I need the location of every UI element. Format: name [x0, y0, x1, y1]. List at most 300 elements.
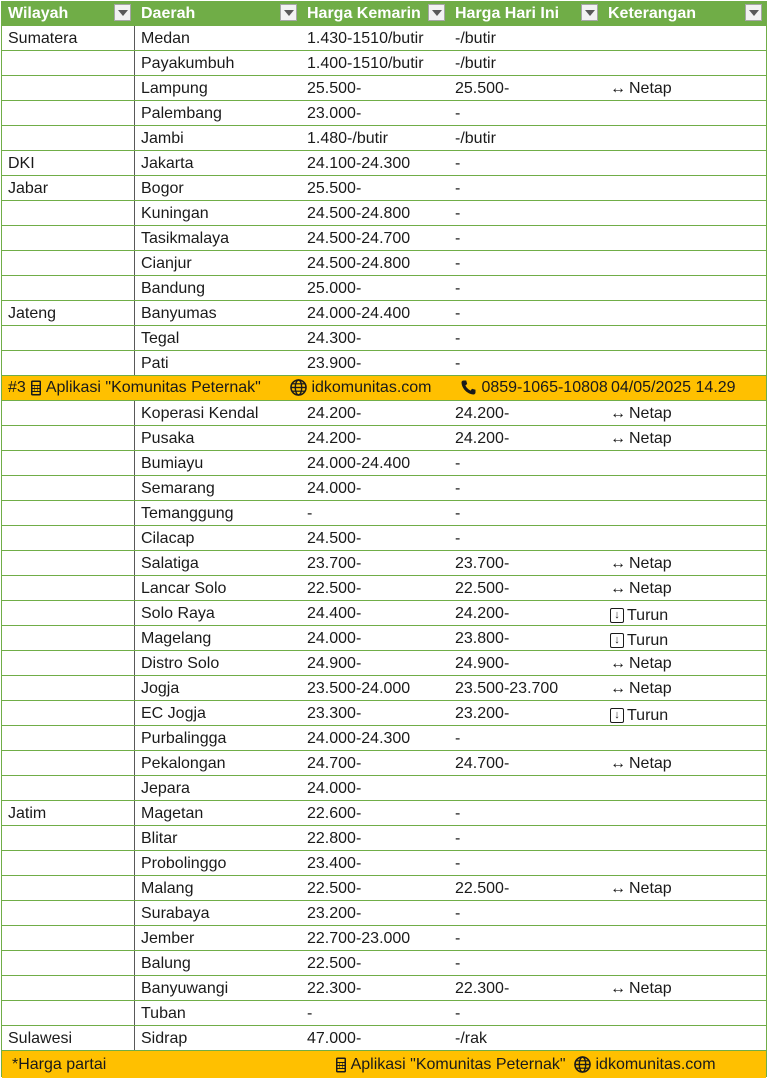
cell-wilayah[interactable]: DKI	[2, 151, 135, 175]
cell-keterangan[interactable]	[602, 126, 766, 150]
cell-harga-hari-ini[interactable]: -	[455, 1005, 461, 1022]
cell-daerah[interactable]: Lampung	[141, 80, 208, 97]
table-row	[2, 26, 766, 51]
table-body-top	[2, 26, 766, 376]
cell-harga-kemarin[interactable]: 23.900-	[307, 355, 362, 372]
cell-daerah[interactable]: Jogja	[141, 680, 180, 697]
cell-harga-hari-ini[interactable]: -	[455, 105, 461, 122]
table-row	[2, 601, 766, 626]
cell-harga-hari-ini[interactable]: -/butir	[455, 130, 496, 147]
cell-harga-kemarin[interactable]: 22.500-	[307, 880, 362, 897]
cell-daerah[interactable]: Jambi	[141, 130, 184, 147]
cell-daerah[interactable]: Purbalingga	[141, 730, 227, 747]
cell-keterangan[interactable]	[602, 201, 766, 225]
footer-app: Aplikasi "Komunitas Peternak"	[350, 1056, 566, 1073]
cell-keterangan[interactable]	[602, 926, 766, 950]
cell-wilayah[interactable]	[2, 651, 135, 675]
cell-harga-hari-ini[interactable]: 24.900-	[455, 655, 510, 672]
cell-daerah[interactable]: Banyuwangi	[141, 980, 229, 997]
cell-keterangan[interactable]	[602, 876, 766, 900]
cell-wilayah[interactable]	[2, 351, 135, 375]
keterangan-status	[610, 976, 672, 1000]
cell-harga-hari-ini[interactable]: 24.200-	[455, 605, 510, 622]
cell-wilayah[interactable]	[2, 51, 135, 75]
cell-harga-hari-ini[interactable]: -	[455, 230, 461, 247]
cell-daerah[interactable]: Tasikmalaya	[141, 230, 230, 247]
cell-harga-hari-ini[interactable]: -	[455, 905, 461, 922]
table-row	[2, 126, 766, 151]
cell-keterangan[interactable]	[602, 276, 766, 300]
keterangan-label: Netap	[629, 405, 672, 422]
cell-daerah[interactable]: Cianjur	[141, 255, 192, 272]
table-row	[2, 526, 766, 551]
cell-keterangan[interactable]	[602, 676, 766, 700]
cell-daerah[interactable]: Temanggung	[141, 505, 234, 522]
cell-harga-hari-ini[interactable]: 23.800-	[455, 630, 510, 647]
filter-dropdown-icon[interactable]	[280, 4, 297, 21]
cell-harga-kemarin[interactable]: 22.700-23.000	[307, 930, 411, 947]
cell-harga-kemarin[interactable]: 25.500-	[307, 80, 362, 97]
cell-keterangan[interactable]	[602, 976, 766, 1000]
cell-harga-kemarin[interactable]: 22.500-	[307, 580, 362, 597]
cell-harga-kemarin[interactable]: 23.700-	[307, 555, 362, 572]
cell-harga-hari-ini[interactable]: -/butir	[455, 30, 496, 47]
globe-icon	[574, 1056, 591, 1073]
cell-harga-kemarin[interactable]: 1.430-1510/butir	[307, 30, 424, 47]
cell-harga-kemarin[interactable]: 25.000-	[307, 280, 362, 297]
cell-keterangan[interactable]	[602, 526, 766, 550]
banner-phone[interactable]: 0859-1065-10808	[481, 379, 608, 396]
cell-keterangan[interactable]	[602, 601, 766, 625]
cell-harga-kemarin[interactable]: 24.000-	[307, 780, 362, 797]
table-row	[2, 776, 766, 801]
cell-harga-kemarin[interactable]: 24.000-	[307, 630, 362, 647]
cell-wilayah[interactable]	[2, 501, 135, 525]
cell-harga-kemarin[interactable]: 24.200-	[307, 430, 362, 447]
cell-keterangan[interactable]	[602, 51, 766, 75]
cell-harga-hari-ini[interactable]: -	[455, 730, 461, 747]
cell-harga-kemarin[interactable]: 24.000-	[307, 480, 362, 497]
cell-harga-kemarin[interactable]: 22.600-	[307, 805, 362, 822]
cell-harga-hari-ini[interactable]: 23.200-	[455, 705, 510, 722]
cell-daerah[interactable]: Malang	[141, 880, 194, 897]
footer-site[interactable]: idkomunitas.com	[595, 1056, 716, 1073]
cell-wilayah[interactable]	[2, 926, 135, 950]
cell-harga-kemarin[interactable]: 22.800-	[307, 830, 362, 847]
cell-daerah[interactable]: Bumiayu	[141, 455, 204, 472]
keterangan-label: Netap	[629, 755, 672, 772]
cell-harga-kemarin[interactable]: 47.000-	[307, 1030, 362, 1047]
left-right-arrow-icon: ↔	[610, 680, 626, 697]
table-row	[2, 576, 766, 601]
table-row	[2, 351, 766, 376]
keterangan-label: Turun	[627, 632, 669, 649]
cell-daerah[interactable]: Lancar Solo	[141, 580, 227, 597]
table-row	[2, 1001, 766, 1026]
filter-dropdown-icon[interactable]	[114, 4, 131, 21]
cell-daerah[interactable]: Blitar	[141, 830, 178, 847]
cell-daerah[interactable]: Jember	[141, 930, 195, 947]
cell-wilayah[interactable]	[2, 476, 135, 500]
cell-wilayah[interactable]	[2, 726, 135, 750]
cell-harga-kemarin[interactable]: 24.700-	[307, 755, 362, 772]
table-row	[2, 226, 766, 251]
table-row	[2, 676, 766, 701]
cell-keterangan[interactable]	[602, 176, 766, 200]
cell-harga-hari-ini[interactable]: -	[455, 330, 461, 347]
cell-harga-kemarin[interactable]: 24.500-24.700	[307, 230, 411, 247]
spreadsheet	[1, 1, 767, 1077]
cell-keterangan[interactable]	[602, 1026, 766, 1050]
keterangan-status	[610, 426, 672, 450]
mobile-phone-icon	[335, 1057, 347, 1073]
table-row	[2, 851, 766, 876]
cell-keterangan[interactable]	[602, 551, 766, 575]
cell-daerah[interactable]: Tuban	[141, 1005, 186, 1022]
cell-wilayah[interactable]	[2, 101, 135, 125]
cell-harga-hari-ini[interactable]: -	[455, 205, 461, 222]
cell-harga-hari-ini[interactable]: -	[455, 830, 461, 847]
cell-keterangan[interactable]	[602, 501, 766, 525]
table-row	[2, 726, 766, 751]
cell-harga-hari-ini[interactable]: 23.500-23.700	[455, 680, 559, 697]
cell-keterangan[interactable]	[602, 326, 766, 350]
keterangan-status	[610, 401, 672, 425]
cell-daerah[interactable]: Pekalongan	[141, 755, 226, 772]
cell-keterangan[interactable]	[602, 576, 766, 600]
cell-keterangan[interactable]	[602, 301, 766, 325]
cell-wilayah[interactable]	[2, 976, 135, 1000]
cell-harga-hari-ini[interactable]: -/butir	[455, 55, 496, 72]
keterangan-status	[610, 751, 672, 775]
cell-harga-hari-ini[interactable]: -	[455, 155, 461, 172]
keterangan-status	[610, 551, 672, 575]
globe-icon	[290, 379, 307, 396]
keterangan-label: Netap	[629, 880, 672, 897]
cell-wilayah[interactable]	[2, 1001, 135, 1025]
keterangan-status	[610, 676, 672, 700]
cell-wilayah[interactable]	[2, 951, 135, 975]
cell-daerah[interactable]: Jakarta	[141, 155, 194, 172]
cell-keterangan[interactable]	[602, 726, 766, 750]
header-harga-hari-ini-label: Harga Hari Ini	[455, 5, 560, 22]
cell-keterangan[interactable]	[602, 401, 766, 425]
left-right-arrow-icon: ↔	[610, 80, 626, 97]
cell-wilayah[interactable]	[2, 326, 135, 350]
cell-wilayah[interactable]	[2, 276, 135, 300]
cell-daerah[interactable]: Magelang	[141, 630, 212, 647]
cell-harga-kemarin[interactable]: 25.500-	[307, 180, 362, 197]
keterangan-label: Netap	[629, 655, 672, 672]
cell-daerah[interactable]: Payakumbuh	[141, 55, 235, 72]
cell-wilayah[interactable]	[2, 226, 135, 250]
keterangan-label: Netap	[629, 680, 672, 697]
banner-site[interactable]: idkomunitas.com	[311, 379, 432, 396]
cell-keterangan[interactable]	[602, 951, 766, 975]
table-row	[2, 551, 766, 576]
cell-wilayah[interactable]	[2, 76, 135, 100]
cell-harga-hari-ini[interactable]: 22.500-	[455, 580, 510, 597]
cell-harga-hari-ini[interactable]: -	[455, 855, 461, 872]
cell-keterangan[interactable]	[602, 351, 766, 375]
table-row	[2, 651, 766, 676]
cell-wilayah[interactable]	[2, 676, 135, 700]
cell-daerah[interactable]: Semarang	[141, 480, 215, 497]
table-row	[2, 976, 766, 1001]
cell-wilayah[interactable]	[2, 201, 135, 225]
cell-keterangan[interactable]	[602, 451, 766, 475]
cell-harga-kemarin[interactable]: 1.400-1510/butir	[307, 55, 424, 72]
cell-daerah[interactable]: Pusaka	[141, 430, 195, 447]
cell-daerah[interactable]: Kuningan	[141, 205, 209, 222]
cell-harga-kemarin[interactable]: 24.100-24.300	[307, 155, 411, 172]
left-right-arrow-icon: ↔	[610, 405, 626, 422]
table-row	[2, 801, 766, 826]
keterangan-label: Netap	[629, 80, 672, 97]
cell-daerah[interactable]: Cilacap	[141, 530, 195, 547]
cell-harga-hari-ini[interactable]: -	[455, 305, 461, 322]
cell-keterangan[interactable]	[602, 76, 766, 100]
footer-bar	[2, 1051, 766, 1078]
cell-daerah[interactable]: Bandung	[141, 280, 206, 297]
table-row	[2, 326, 766, 351]
cell-harga-kemarin[interactable]: 24.000-24.400	[307, 455, 411, 472]
cell-harga-kemarin[interactable]: 24.400-	[307, 605, 362, 622]
keterangan-status	[610, 603, 668, 625]
cell-wilayah[interactable]	[2, 251, 135, 275]
promo-banner	[2, 376, 766, 401]
banner-datetime: 04/05/2025 14.29	[611, 379, 736, 396]
header-daerah-label: Daerah	[141, 5, 196, 22]
cell-keterangan[interactable]	[602, 851, 766, 875]
keterangan-status	[610, 576, 672, 600]
footer-right	[335, 1051, 716, 1078]
cell-daerah[interactable]: Medan	[141, 30, 190, 47]
table-row	[2, 476, 766, 501]
cell-wilayah[interactable]	[2, 426, 135, 450]
cell-wilayah[interactable]	[2, 901, 135, 925]
cell-harga-hari-ini[interactable]: -	[455, 480, 461, 497]
cell-keterangan[interactable]	[602, 751, 766, 775]
table-row	[2, 201, 766, 226]
table-body-bottom	[2, 401, 766, 1051]
cell-harga-hari-ini[interactable]	[449, 776, 602, 800]
cell-keterangan[interactable]	[602, 701, 766, 725]
cell-keterangan[interactable]	[602, 776, 766, 800]
table-row	[2, 276, 766, 301]
header-row	[2, 1, 766, 26]
cell-harga-kemarin[interactable]: 22.500-	[307, 955, 362, 972]
table-row	[2, 1026, 766, 1051]
cell-wilayah[interactable]	[2, 401, 135, 425]
cell-harga-kemarin[interactable]: 24.200-	[307, 405, 362, 422]
filter-dropdown-icon[interactable]	[745, 4, 762, 21]
cell-keterangan[interactable]	[602, 801, 766, 825]
cell-harga-kemarin[interactable]: -	[307, 1005, 313, 1022]
cell-harga-hari-ini[interactable]: 24.200-	[455, 430, 510, 447]
keterangan-status	[610, 876, 672, 900]
cell-wilayah[interactable]	[2, 451, 135, 475]
cell-harga-hari-ini[interactable]: 25.500-	[455, 80, 510, 97]
table-row	[2, 101, 766, 126]
cell-harga-hari-ini[interactable]: -	[455, 180, 461, 197]
cell-daerah[interactable]: Balung	[141, 955, 191, 972]
cell-harga-hari-ini[interactable]: -/rak	[455, 1030, 487, 1047]
cell-keterangan[interactable]	[602, 251, 766, 275]
table-row	[2, 501, 766, 526]
cell-harga-kemarin[interactable]: 23.000-	[307, 105, 362, 122]
mobile-phone-icon	[30, 380, 42, 396]
cell-harga-kemarin[interactable]: 24.500-24.800	[307, 205, 411, 222]
table-row	[2, 901, 766, 926]
table-row	[2, 76, 766, 101]
table-row	[2, 951, 766, 976]
cell-daerah[interactable]: Tegal	[141, 330, 180, 347]
cell-harga-hari-ini[interactable]: -	[455, 355, 461, 372]
table-row	[2, 426, 766, 451]
cell-harga-hari-ini[interactable]: -	[455, 930, 461, 947]
cell-keterangan[interactable]	[602, 226, 766, 250]
cell-wilayah[interactable]	[2, 876, 135, 900]
table-row	[2, 826, 766, 851]
left-right-arrow-icon: ↔	[610, 580, 626, 597]
banner-app: Aplikasi "Komunitas Peternak"	[45, 379, 261, 396]
cell-harga-kemarin[interactable]: 24.000-24.300	[307, 730, 411, 747]
keterangan-label: Netap	[629, 555, 672, 572]
table-row	[2, 251, 766, 276]
cell-daerah[interactable]: Pati	[141, 355, 169, 372]
cell-daerah[interactable]: Jepara	[141, 780, 190, 797]
cell-keterangan[interactable]	[602, 26, 766, 50]
cell-harga-hari-ini[interactable]: 22.300-	[455, 980, 510, 997]
cell-daerah[interactable]: Salatiga	[141, 555, 199, 572]
cell-harga-kemarin[interactable]: 23.400-	[307, 855, 362, 872]
cell-harga-kemarin[interactable]: 23.200-	[307, 905, 362, 922]
cell-keterangan[interactable]	[602, 426, 766, 450]
keterangan-status	[610, 628, 668, 650]
cell-harga-kemarin[interactable]: 24.000-24.400	[307, 305, 411, 322]
table-row	[2, 451, 766, 476]
left-right-arrow-icon: ↔	[610, 880, 626, 897]
header-daerah	[135, 1, 301, 26]
cell-keterangan[interactable]	[602, 151, 766, 175]
cell-harga-kemarin[interactable]: 24.900-	[307, 655, 362, 672]
cell-harga-hari-ini[interactable]: -	[455, 280, 461, 297]
keterangan-label: Netap	[629, 980, 672, 997]
cell-wilayah[interactable]: Sumatera	[2, 26, 135, 50]
cell-wilayah[interactable]	[2, 126, 135, 150]
cell-keterangan[interactable]	[602, 101, 766, 125]
cell-harga-hari-ini[interactable]: 24.200-	[455, 405, 510, 422]
cell-wilayah[interactable]: Jabar	[2, 176, 135, 200]
cell-harga-kemarin[interactable]: 22.300-	[307, 980, 362, 997]
cell-harga-kemarin[interactable]: 24.300-	[307, 330, 362, 347]
cell-wilayah[interactable]: Sulawesi	[2, 1026, 135, 1050]
cell-wilayah[interactable]: Jatim	[2, 801, 135, 825]
header-harga-kemarin-label: Harga Kemarin	[307, 5, 421, 22]
cell-daerah[interactable]: Sidrap	[141, 1030, 188, 1047]
cell-daerah[interactable]: Probolinggo	[141, 855, 227, 872]
down-arrow-box-icon: ↓	[610, 608, 624, 623]
left-right-arrow-icon: ↔	[610, 430, 626, 447]
table-row	[2, 876, 766, 901]
cell-keterangan[interactable]	[602, 826, 766, 850]
cell-harga-kemarin[interactable]: 24.500-	[307, 530, 362, 547]
cell-harga-hari-ini[interactable]: -	[455, 530, 461, 547]
cell-harga-kemarin[interactable]: 1.480-/butir	[307, 130, 388, 147]
cell-wilayah[interactable]	[2, 576, 135, 600]
table-row	[2, 401, 766, 426]
banner-prefix: #3	[8, 379, 26, 396]
cell-daerah[interactable]: Koperasi Kendal	[141, 405, 259, 422]
cell-harga-kemarin[interactable]: 23.300-	[307, 705, 362, 722]
table-row	[2, 751, 766, 776]
cell-wilayah[interactable]	[2, 626, 135, 650]
keterangan-label: Turun	[627, 607, 669, 624]
cell-harga-kemarin[interactable]: 23.500-24.000	[307, 680, 411, 697]
cell-wilayah[interactable]	[2, 776, 135, 800]
cell-harga-hari-ini[interactable]: -	[455, 255, 461, 272]
cell-harga-hari-ini[interactable]: 24.700-	[455, 755, 510, 772]
cell-daerah[interactable]: Surabaya	[141, 905, 210, 922]
keterangan-status	[610, 76, 672, 100]
down-arrow-box-icon: ↓	[610, 708, 624, 723]
cell-keterangan[interactable]	[602, 651, 766, 675]
cell-daerah[interactable]: Banyumas	[141, 305, 217, 322]
cell-wilayah[interactable]	[2, 751, 135, 775]
banner-left	[8, 376, 261, 400]
cell-harga-hari-ini[interactable]: 22.500-	[455, 880, 510, 897]
cell-harga-hari-ini[interactable]: 23.700-	[455, 555, 510, 572]
table-row	[2, 51, 766, 76]
cell-daerah[interactable]: EC Jogja	[141, 705, 206, 722]
cell-harga-kemarin[interactable]: 24.500-24.800	[307, 255, 411, 272]
header-harga-kemarin	[301, 1, 449, 26]
cell-wilayah[interactable]: Jateng	[2, 301, 135, 325]
cell-wilayah[interactable]	[2, 526, 135, 550]
cell-keterangan[interactable]	[602, 1001, 766, 1025]
cell-harga-hari-ini[interactable]: -	[455, 955, 461, 972]
cell-daerah[interactable]: Magetan	[141, 805, 204, 822]
cell-keterangan[interactable]	[602, 901, 766, 925]
filter-dropdown-icon[interactable]	[428, 4, 445, 21]
phone-icon	[460, 379, 477, 396]
cell-harga-hari-ini[interactable]: -	[455, 455, 461, 472]
cell-wilayah[interactable]	[2, 701, 135, 725]
left-right-arrow-icon: ↔	[610, 755, 626, 772]
cell-daerah[interactable]: Distro Solo	[141, 655, 220, 672]
cell-wilayah[interactable]	[2, 826, 135, 850]
table-row	[2, 626, 766, 651]
cell-harga-hari-ini[interactable]: -	[455, 505, 461, 522]
cell-harga-kemarin[interactable]: -	[307, 505, 313, 522]
keterangan-label: Turun	[627, 707, 669, 724]
cell-wilayah[interactable]	[2, 851, 135, 875]
cell-daerah[interactable]: Palembang	[141, 105, 222, 122]
filter-dropdown-icon[interactable]	[581, 4, 598, 21]
table-row	[2, 151, 766, 176]
cell-daerah[interactable]: Bogor	[141, 180, 184, 197]
cell-wilayah[interactable]	[2, 551, 135, 575]
cell-keterangan[interactable]	[602, 476, 766, 500]
cell-harga-hari-ini[interactable]: -	[455, 805, 461, 822]
left-right-arrow-icon: ↔	[610, 980, 626, 997]
keterangan-status	[610, 703, 668, 725]
keterangan-label: Netap	[629, 580, 672, 597]
cell-daerah[interactable]: Solo Raya	[141, 605, 215, 622]
cell-keterangan[interactable]	[602, 626, 766, 650]
cell-wilayah[interactable]	[2, 601, 135, 625]
